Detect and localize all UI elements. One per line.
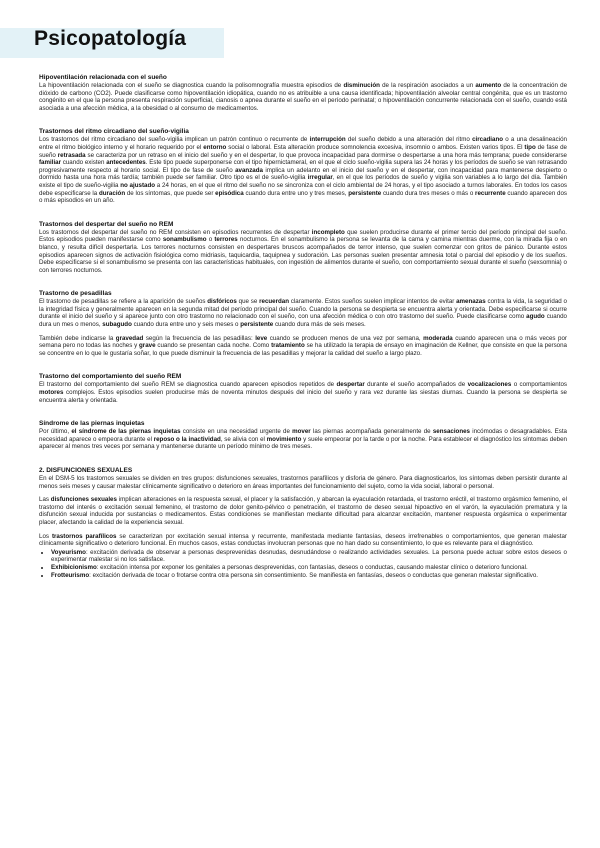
- emphasis-text: tratamiento: [271, 342, 305, 350]
- bullet-list: [39, 549, 567, 579]
- emphasis-text: sonambulismo: [162, 236, 207, 244]
- text-run: de los síntomas, que puede ser: [125, 189, 216, 197]
- emphasis-text: persistente: [348, 189, 382, 197]
- section: [39, 74, 567, 112]
- emphasis-text: recurrente: [475, 189, 506, 197]
- emphasis-text: irregular: [307, 174, 333, 182]
- text-run: También debe indicarse la: [39, 334, 116, 342]
- text-run: El trastorno del comportamiento del sueño REM se diagnostica cuando aparecen episodios repetidos de: [39, 381, 337, 389]
- section-heading: 2. DISFUNCIONES SEXUALES: [39, 467, 133, 474]
- text-run: , se alivia con el: [220, 435, 267, 443]
- text-run: que suelen producirse durante el primer tercio del período principal del sueño. Estos episodios pueden manifestarse como: [39, 228, 567, 244]
- emphasis-text: entorno: [203, 143, 227, 151]
- text-run: : excitación derivada de observar a personas desprevenidas desnudas, desnudándose o realizando actividades sexuales. La persona puede actuar sobre estos deseos o experimentar malestar si no los satisface.: [51, 548, 567, 564]
- emphasis-text: persistente: [240, 321, 274, 329]
- paragraph: [39, 298, 567, 328]
- text-run: se caracterizan por excitación sexual intensa y recurrente, manifestada mediante fantasías, deseos irrefrenables o comportamientos, que generan malestar clínicamente significativo o deterioro funcional. En muchos casos, estas conductas involucran personas que no han dado su consentimiento, lo que es relevante para el diagnóstico.: [39, 532, 567, 548]
- text-run: . Este tipo puede superponerse con el tipo hipernictameral, en el que el ciclo sueño-vigilia supera las 24 horas y los períodos de sueño se van retrasando progresivamente respecto al horario social. El tipo de fase de sueño: [39, 159, 567, 174]
- emphasis-text: antecedentes: [106, 159, 146, 167]
- paragraph: [39, 229, 567, 275]
- text-run: La hipoventilación relacionada con el sueño se diagnostica cuando la polisomnografía muestra episodios de: [39, 82, 344, 89]
- text-run: : excitación intensa por exponer los genitales a personas desprevenidas, con fantasías, deseos o conductas, causando malestar clínico o deterioro funcional.: [96, 563, 528, 571]
- emphasis-text: subagudo: [102, 321, 132, 329]
- text-run: Los trastornos del ritmo circadiano del sueño-vigilia implican un patrón continuo o recurrente de: [39, 136, 310, 144]
- text-run: El trastorno de pesadillas se refiere a la aparición de sueños: [39, 298, 208, 306]
- document-body: [39, 74, 567, 595]
- paragraph: [39, 82, 567, 112]
- text-run: En el DSM-5 los trastornos sexuales se dividen en tres grupos: disfunciones sexuales, trastornos parafílicos y disforia de género. Para diagnosticarlos, los síntomas deben persistir durante al menos seis meses y causar malestar clínicamente significativo o deterioro en áreas importantes del funcionamiento del sujeto, como la vida social, laboral o personal.: [39, 475, 567, 490]
- emphasis-text: recuerdan: [259, 298, 290, 306]
- section-heading: Trastornos del despertar del sueño no REM: [39, 220, 174, 228]
- paragraph: [39, 475, 567, 490]
- text-run: Por último,: [39, 428, 72, 436]
- emphasis-text: interrupción: [309, 136, 346, 144]
- emphasis-text: familiar: [39, 159, 62, 167]
- text-run: consiste en una necesidad urgente de: [180, 428, 293, 436]
- section-heading: Síndrome de las piernas inquietas: [39, 420, 145, 428]
- emphasis-text: vocalizaciones: [467, 381, 512, 389]
- emphasis-text: agudo: [526, 313, 545, 321]
- text-run: cuando se producen menos de una vez por semana,: [267, 334, 424, 342]
- text-run: cuando aparecen una o más veces por semana pero no todas las noches y: [39, 334, 567, 350]
- text-run: implica un adelanto en el inicio del sueño y en el despertar, con incapacidad para mantenerse despierto o dormido hasta una hora más tardía; también puede ser familiar. Otro tipo es el de sueño-vigilia: [39, 166, 568, 182]
- text-run: nocturnos. En el sonambulismo la persona se levanta de la cama y camina mientras duerme, con la mirada fija o en blanco, y resulta difícil despertarla. Los terrores nocturnos consisten en despertares bruscos acompañados de terror intenso, que suelen comenzar con gritos de pánico. Durante estos episodios aparecen signos de activación fisiológica como midriasis, taquicardia, taquipnea y sudoración. Las personas suelen presentar amnesia total o parcial del episodio y de los sueños. Debe especificarse si el sonambulismo se presenta con las características habituales, con ingestión de alimentos durante el sueño, con comportamiento sexual durante el sueño (sexsomnia) o con terrores nocturnos.: [39, 236, 567, 274]
- emphasis-text: tipo: [524, 143, 536, 151]
- emphasis-text: disminución: [343, 82, 380, 89]
- text-run: o comportamientos: [511, 381, 567, 389]
- emphasis-text: despertar: [336, 381, 365, 389]
- emphasis-text: Frotteurismo: [51, 571, 90, 579]
- text-run: o: [206, 236, 215, 244]
- text-run: a 24 horas, en el que el ritmo del sueño no se sincroniza con el ciclo ambiental de 24 horas, y el tipo asociado a turnos laborales. En todos los casos debe especificarse la: [39, 181, 567, 197]
- text-run: : excitación derivada de tocar o frotarse contra otra persona sin consentimiento. Se manifiesta en fantasías, deseos o conductas que generan malestar significativo.: [89, 571, 539, 579]
- text-run: cuando dura entre uno y tres meses,: [243, 189, 349, 197]
- emphasis-text: disfunciones sexuales: [50, 496, 117, 504]
- text-run: cuando dura entre uno y seis meses o: [131, 321, 241, 329]
- emphasis-text: motores: [39, 389, 64, 397]
- section-heading: Hipoventilación relacionada con el sueño: [39, 74, 167, 81]
- emphasis-text: movimiento: [266, 435, 302, 443]
- section: [39, 467, 567, 579]
- emphasis-text: Voyeurismo: [51, 548, 86, 556]
- list-item: [51, 572, 567, 580]
- text-run: de la concentración de dióxido de carbono (CO2). Puede clasificarse como hipoventilación idiopática, cuando no es atribuible a una causa identificada; hipoventilación alveolar central congénita, que es un trastorno congénito en el que la persona presenta respiración superficial, cianosis o apnea durante el sueño en el período perinatal; o hipoventilación concurrente relacionada con el sueño, cuando está asociada a una afección médica, a la obesidad o al consumo de medicamentos.: [39, 82, 568, 112]
- text-run: Los trastornos del despertar del sueño no REM consisten en episodios recurrentes de despertar: [39, 228, 312, 236]
- text-run: y suele empeorar por la tarde o por la noche. Para establecer el diagnóstico los síntomas deben aparecer al menos tres veces por semana y mantenerse durante un período mínimo de tres meses.: [39, 435, 567, 451]
- text-run: de la respiración asociados a un: [379, 82, 476, 89]
- emphasis-text: retrasada: [57, 151, 86, 159]
- paragraph: [39, 496, 567, 526]
- section: [39, 128, 567, 204]
- emphasis-text: sensaciones: [432, 428, 470, 436]
- page-title: Psicopatología: [34, 27, 187, 50]
- emphasis-text: circadiano: [472, 136, 504, 144]
- paragraph: [39, 428, 567, 451]
- emphasis-text: no ajustado: [120, 181, 155, 189]
- section: [39, 290, 567, 357]
- emphasis-text: el síndrome de las piernas inquietas: [71, 428, 181, 436]
- section: [39, 420, 567, 451]
- emphasis-text: avanzada: [235, 166, 263, 174]
- text-run: o a una desalineación entre el ritmo biológico interno y el horario requerido por el: [39, 136, 567, 151]
- emphasis-text: incompleto: [311, 228, 345, 236]
- section: [39, 373, 567, 404]
- section-heading: Trastornos del ritmo circadiano del sueño-vigilia: [39, 128, 189, 136]
- emphasis-text: reposo o la inactividad: [153, 435, 221, 443]
- list-item: [51, 549, 567, 564]
- section: [39, 221, 567, 275]
- section-heading: Trastorno del comportamiento del sueño REM: [39, 373, 182, 381]
- text-run: complejos. Estos episodios suelen producirse más de noventa minutos después del inicio del sueño y rara vez durante las siestas diurnas. Cuando la persona se despierta se encuentra alerta y orientada.: [39, 389, 567, 404]
- text-run: las piernas acompañada generalmente de: [310, 428, 433, 436]
- text-run: cuando aparecen dos o más episodios en un año.: [39, 189, 567, 205]
- paragraph: [39, 533, 567, 548]
- paragraph: [39, 381, 567, 404]
- emphasis-text: gravedad: [115, 334, 144, 342]
- text-run: cuando dura más de seis meses.: [273, 321, 366, 329]
- text-run: de fase de sueño: [39, 143, 567, 159]
- text-run: que se: [236, 298, 260, 306]
- paragraph: [39, 335, 567, 358]
- emphasis-text: duración: [98, 189, 126, 197]
- text-run: cuando dura un mes o menos,: [39, 313, 567, 329]
- text-run: se ha utilizado la terapia de ensayo en imaginación de Kellner, que consiste en que la persona se concentre en lo que le gustaría soñar, lo que puede disminuir la frecuencia de las pesadillas y mejorar la calidad del sueño a largo plazo.: [39, 342, 568, 357]
- text-run: cuando se presentan cada noche. Como: [155, 342, 272, 350]
- text-run: incómodas o desagradables. Esta necesidad aparece o empeora durante el: [39, 428, 567, 443]
- emphasis-text: trastornos parafílicos: [51, 532, 117, 540]
- emphasis-text: moderada: [423, 334, 453, 342]
- section-heading: Trastorno de pesadillas: [39, 290, 112, 298]
- text-run: implican alteraciones en la respuesta sexual, el placer y la satisfacción, y abarcan la eyaculación retardada, el trastorno eréctil, el trastorno orgásmico femenino, el trastorno del interés o excitación sexual femenino, el trastorno de dolor genito-pélvico o penetración, el trastorno de deseo sexual hipoactivo en el varón, la eyaculación prematura y la disfunción sexual inducida por sustancias o medicamentos. Estas condiciones se manifiestan mediante dificultad para alcanzar excitación, mantener respuesta orgásmica o experimentar placer, afectando la calidad de la experiencia sexual.: [39, 496, 567, 526]
- emphasis-text: leve: [255, 334, 268, 342]
- text-run: Las: [39, 496, 51, 504]
- text-run: contra la vida, la seguridad o la integridad física y generalmente aparecen en la segunda mitad del período principal del sueño. Cuando la persona se despierta se encuentra alerta y orientada. Debe especificarse si ocurre durante el inicio del sueño y si aparece junto con otro trastorno no relacionado con el sueño, con una afección médica o con otro trastorno del sueño. Puede clasificarse como: [39, 298, 567, 321]
- emphasis-text: amenazas: [456, 298, 486, 306]
- text-run: social o laboral. Esta alteración produce somnolencia excesiva, insomnio o ambos. Existen varios tipos. El: [226, 143, 525, 151]
- emphasis-text: mover: [292, 428, 311, 436]
- text-run: durante el sueño acompañados de: [364, 381, 468, 389]
- list-item: [51, 564, 567, 572]
- text-run: cuando dura tres meses o más o: [381, 189, 476, 197]
- text-run: según la frecuencia de las pesadillas:: [143, 334, 256, 342]
- emphasis-text: disfóricos: [207, 298, 237, 306]
- text-run: Los: [39, 532, 52, 540]
- emphasis-text: terrores: [214, 236, 238, 244]
- emphasis-text: Exhibicionismo: [51, 563, 97, 571]
- emphasis-text: aumento: [475, 82, 502, 89]
- paragraph: [39, 136, 567, 204]
- emphasis-text: episódica: [215, 189, 244, 197]
- text-run: claramente. Estos sueños suelen implicar intentos de evitar: [289, 298, 457, 306]
- text-run: se caracteriza por un retraso en el inicio del sueño y en el despertar, lo que provoca incapacidad para dormirse o despertarse a una hora más temprana; puede considerarse: [85, 151, 567, 159]
- text-run: cuando existen: [61, 159, 107, 167]
- emphasis-text: grave: [139, 342, 156, 350]
- text-run: del sueño debido a una alteración del ritmo: [345, 136, 473, 144]
- text-run: , en el que los períodos de sueño y vigilia son variables a lo largo del día. También existe el tipo de sueño-vigilia: [39, 174, 568, 189]
